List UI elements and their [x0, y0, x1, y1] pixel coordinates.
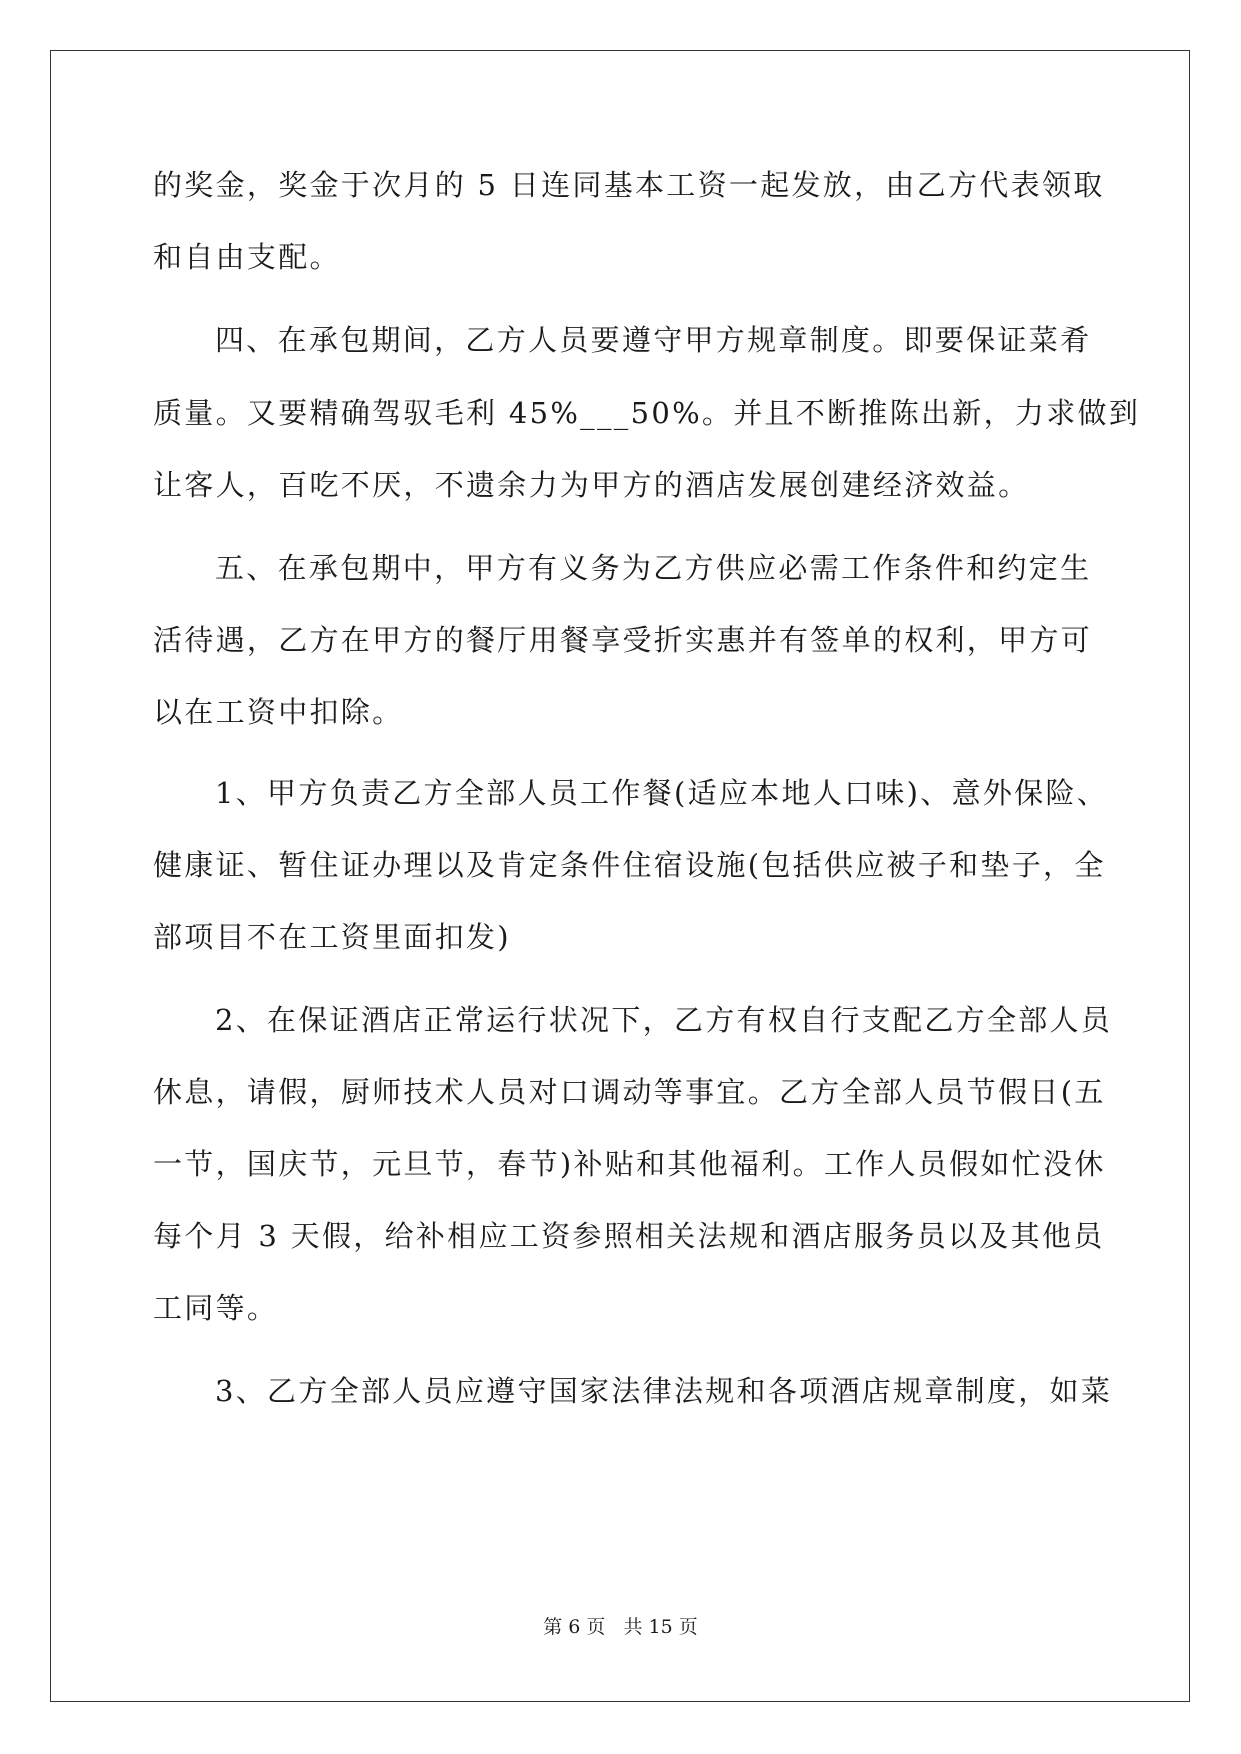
paragraph-first-line: 2、在保证酒店正常运行状况下，乙方有权自行支配乙方全部人员	[215, 1003, 1113, 1037]
paragraph-line: 健康证、暂住证办理以及肯定条件住宿设施(包括供应被子和垫子，全	[153, 848, 1106, 882]
paragraph-first-line: 3、乙方全部人员应遵守国家法律法规和各项酒店规章制度，如菜	[215, 1374, 1113, 1408]
paragraph-line: 一节，国庆节，元旦节，春节)补贴和其他福利。工作人员假如忙没休	[153, 1147, 1106, 1181]
paragraph-line: 活待遇，乙方在甲方的餐厅用餐享受折实惠并有签单的权利，甲方可	[153, 623, 1093, 657]
paragraph-line: 让客人，百吃不厌，不遗余力为甲方的酒店发展创建经济效益。	[153, 468, 1030, 502]
paragraph-line: 质量。又要精确驾驭毛利 45%___50%。并且不断推陈出新，力求做到	[153, 396, 1141, 430]
paragraph-line: 部项目不在工资里面扣发)	[153, 920, 511, 954]
paragraph-line: 以在工资中扣除。	[153, 695, 404, 729]
paragraph-first-line: 1、甲方负责乙方全部人员工作餐(适应本地人口味)、意外保险、	[215, 776, 1109, 810]
paragraph-line: 工同等。	[153, 1291, 279, 1325]
paragraph-line: 的奖金，奖金于次月的 5 日连同基本工资一起发放，由乙方代表领取	[153, 168, 1105, 202]
page-footer	[0, 1612, 1241, 1639]
page-number: 第 6 页	[543, 1616, 606, 1638]
paragraph-line: 休息，请假，厨师技术人员对口调动等事宜。乙方全部人员节假日(五	[153, 1075, 1106, 1109]
paragraph-line: 每个月 3 天假，给补相应工资参照相关法规和酒店服务员以及其他员	[153, 1219, 1105, 1253]
paragraph-first-line: 五、在承包期中，甲方有义务为乙方供应必需工作条件和约定生	[215, 551, 1092, 585]
paragraph-first-line: 四、在承包期间，乙方人员要遵守甲方规章制度。即要保证菜肴	[215, 323, 1092, 357]
paragraph-line: 和自由支配。	[153, 240, 341, 274]
page-total: 共 15 页	[623, 1616, 698, 1638]
